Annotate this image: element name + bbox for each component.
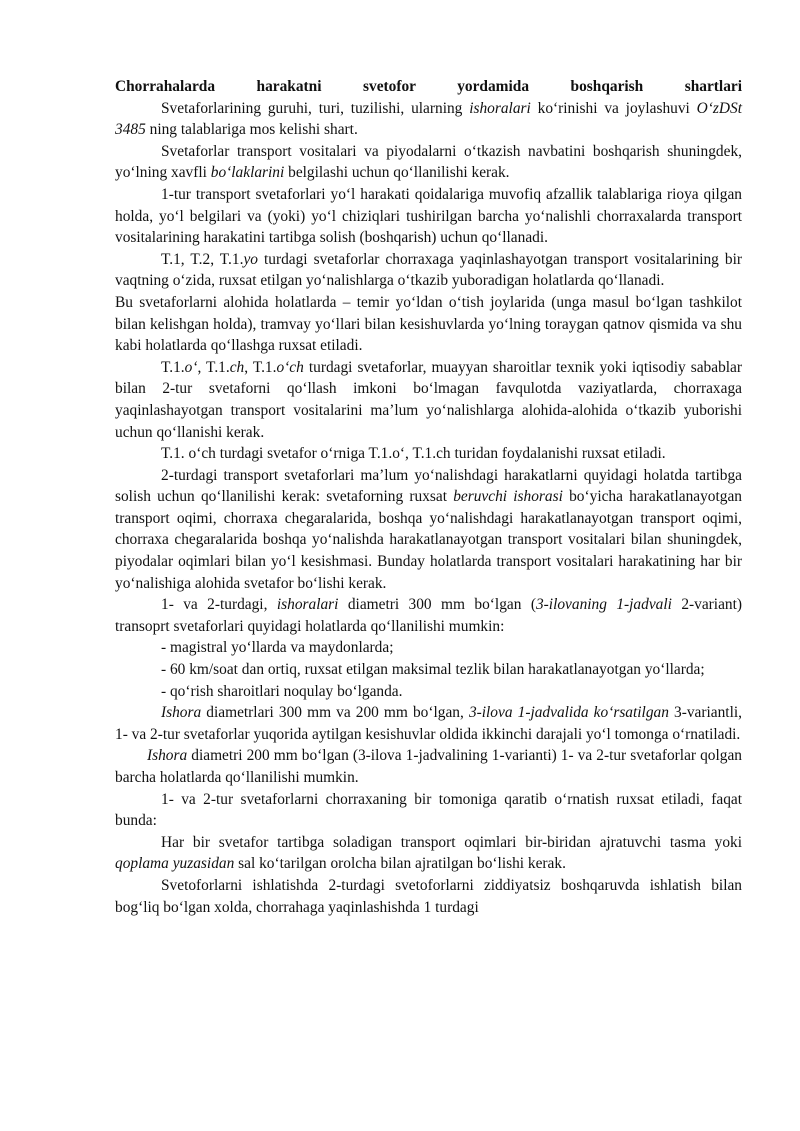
italic-text: O‘zDSt 3485 xyxy=(115,99,742,139)
text-run: turdagi svetaforlar chorraxaga yaqinlashayotgan transport vositalarining bir vaqtning o‘zida, ruxsat etilgan yo‘nalishlarga o‘tkazib yuboradigan holatlarda qo‘llanadi. xyxy=(115,250,742,290)
paragraph xyxy=(115,875,742,918)
text-run: 1- va 2-tur svetaforlarni chorraxaning bir tomoniga qaratib o‘rnatish ruxsat etiladi, faqat bunda: xyxy=(115,790,742,830)
text-run: T.1. xyxy=(161,358,185,376)
italic-text: Ishora xyxy=(161,704,202,722)
paragraph xyxy=(115,789,742,832)
text-run: 2-turdagi transport svetaforlari ma’lum yo‘nalishdagi harakatlarni quyidagi holatda tartibga solish uchun qo‘llanilishi kerak: svetaforning ruxsat xyxy=(115,466,742,506)
text-run: diametri 200 mm bo‘lgan (3-ilova 1-jadvalining 1-varianti) 1- va 2-tur svetaforlar qolgan barcha holatlarda qo‘llanilishi mumkin. xyxy=(115,747,742,786)
paragraph xyxy=(115,357,742,443)
paragraph xyxy=(115,832,742,875)
text-run: ning talablariga mos kelishi shart. xyxy=(145,121,358,139)
text-run: 1- va 2-turdagi, xyxy=(161,596,277,614)
paragraph xyxy=(115,594,742,637)
text-run: - qo‘rish sharoitlari noqulay bo‘lganda. xyxy=(161,682,403,700)
paragraph xyxy=(115,141,742,184)
text-run: sal ko‘tarilgan orolcha bilan ajratilgan bo‘lishi kerak. xyxy=(234,855,566,873)
italic-text: ishoralari xyxy=(469,99,531,117)
text-run: Bu svetaforlarni alohida holatlarda – temir yo‘ldan o‘tish joylarida (unga masul bo‘lgan tashkilot bilan kelishgan holda), tramvay yo‘llari bilan kesishuvlarda yo‘lning toraygan qatnov qismida va shu kabi holatlarda qo‘llashga ruxsat etiladi. xyxy=(115,293,742,355)
italic-text: yo xyxy=(243,250,258,268)
italic-text: 3-ilova 1-jadvalida ko‘rsatilgan xyxy=(468,704,669,722)
text-run: - 60 km/soat dan ortiq, ruxsat etilgan maksimal tezlik bilan harakatlanayotgan yo‘llarda; xyxy=(161,661,705,679)
paragraph xyxy=(115,465,742,595)
text-run: turdagi svetaforlar, muayyan sharoitlar texnik yoki iqtisodiy sabablar bilan 2-tur svetaforni qo‘llash imkoni bo‘lmagan favqulotda vaziyatlarda, chorraxaga yaqinlashayotgan transport vositalarini ma’lum yo‘nalishlarga alohida-alohida o‘tkazib yuborishi uchun qo‘llanishi kerak. xyxy=(115,358,742,441)
text-run: Svetoforlarni ishlatishda 2-turdagi svetoforlarni ziddiyatsiz boshqaruvda ishlatish bilan bog‘liq bo‘lgan xolda, chorrahaga yaqinlashishda 1 turdagi xyxy=(115,876,742,916)
text-run: Svetaforlar transport vositalari va piyodalarni o‘tkazish navbatini boshqarish shuningdek, yo‘lning xavfli xyxy=(115,142,742,182)
italic-text: ishoralari xyxy=(276,596,339,614)
text-run: 1-tur transport svetaforlari yo‘l harakati qoidalariga muvofiq afzallik talablariga rioya qilgan holda, yo‘l belgilari va (yoki) yo‘l chiziqlari tushirilgan barcha yo‘nalishli chorraxalarda transport vositalarining harakatini tartibga solish (boshqarish) uchun qo‘llanadi. xyxy=(115,185,742,247)
document-title: Chorrahalarda harakatni svetofor yordamida boshqarish shartlari xyxy=(115,78,742,95)
text-run: belgilashi uchun qo‘llanilishi kerak. xyxy=(284,164,510,182)
text-run: T.1, T.2, T.1. xyxy=(161,250,244,268)
italic-text: qoplama yuzasidan xyxy=(115,855,235,873)
paragraph xyxy=(115,702,742,745)
italic-text: o‘ xyxy=(184,358,198,376)
text-run: diametrlari 300 mm va 200 mm bo‘lgan, xyxy=(201,704,469,722)
paragraph xyxy=(115,292,742,357)
italic-text: beruvchi ishorasi xyxy=(453,488,563,506)
italic-text: 3-ilovaning 1-jadvali xyxy=(535,596,672,614)
paragraph xyxy=(115,659,742,681)
text-run: diametri 300 mm bo‘lgan ( xyxy=(338,596,536,614)
paragraph xyxy=(115,443,742,465)
paragraph xyxy=(115,249,742,292)
document-body xyxy=(115,98,742,919)
paragraph xyxy=(115,184,742,249)
text-run: T.1. o‘ch turdagi svetafor o‘rniga T.1.o‘, T.1.ch turidan foydalanishi ruxsat etiladi. xyxy=(161,445,666,463)
italic-text: ch xyxy=(229,358,245,376)
italic-text: Ishora xyxy=(147,747,188,765)
text-run: bo‘yicha harakatlanayotgan transport oqimi, chorraxa chegaralarida, boshqa yo‘nalishdagi harakatlanayotgan transport oqimi, chorraxa chegaralarida boshqa yo‘nalishda harakatlanayotgan transport vositalari bilan shuningdek, piyodalar oqimlari bilan yo‘l kesishmasi. Bunday holatlarda transport vositalari harakatining har bir yo‘nalishiga alohida svetafor bo‘lishi kerak. xyxy=(115,488,742,592)
paragraph xyxy=(115,637,742,659)
italic-text: bo‘laklarini xyxy=(210,164,285,182)
paragraph xyxy=(115,98,742,141)
text-run: 2-variant) transoprt svetaforlari quyidagi holatlarda qo‘llanilishi mumkin: xyxy=(115,596,742,635)
text-run: ko‘rinishi va joylashuvi xyxy=(530,99,697,117)
paragraph xyxy=(115,745,742,788)
text-run: - magistral yo‘llarda va maydonlarda; xyxy=(161,639,394,657)
paragraph xyxy=(115,681,742,703)
text-run: Har bir svetafor tartibga soladigan transport oqimlari bir-biridan ajratuvchi tasma yoki xyxy=(161,833,742,851)
text-run: , T.1. xyxy=(197,358,230,376)
text-run: 3-variantli, 1- va 2-tur svetaforlar yuqorida aytilgan kesishuvlar oldida ikkinchi darajali yo‘l tomonga o‘rnatiladi. xyxy=(115,704,742,743)
text-run: , T.1. xyxy=(244,358,277,376)
italic-text: o‘ch xyxy=(276,358,304,376)
text-run: Svetaforlarining guruhi, turi, tuzilishi, ularning xyxy=(161,99,470,117)
